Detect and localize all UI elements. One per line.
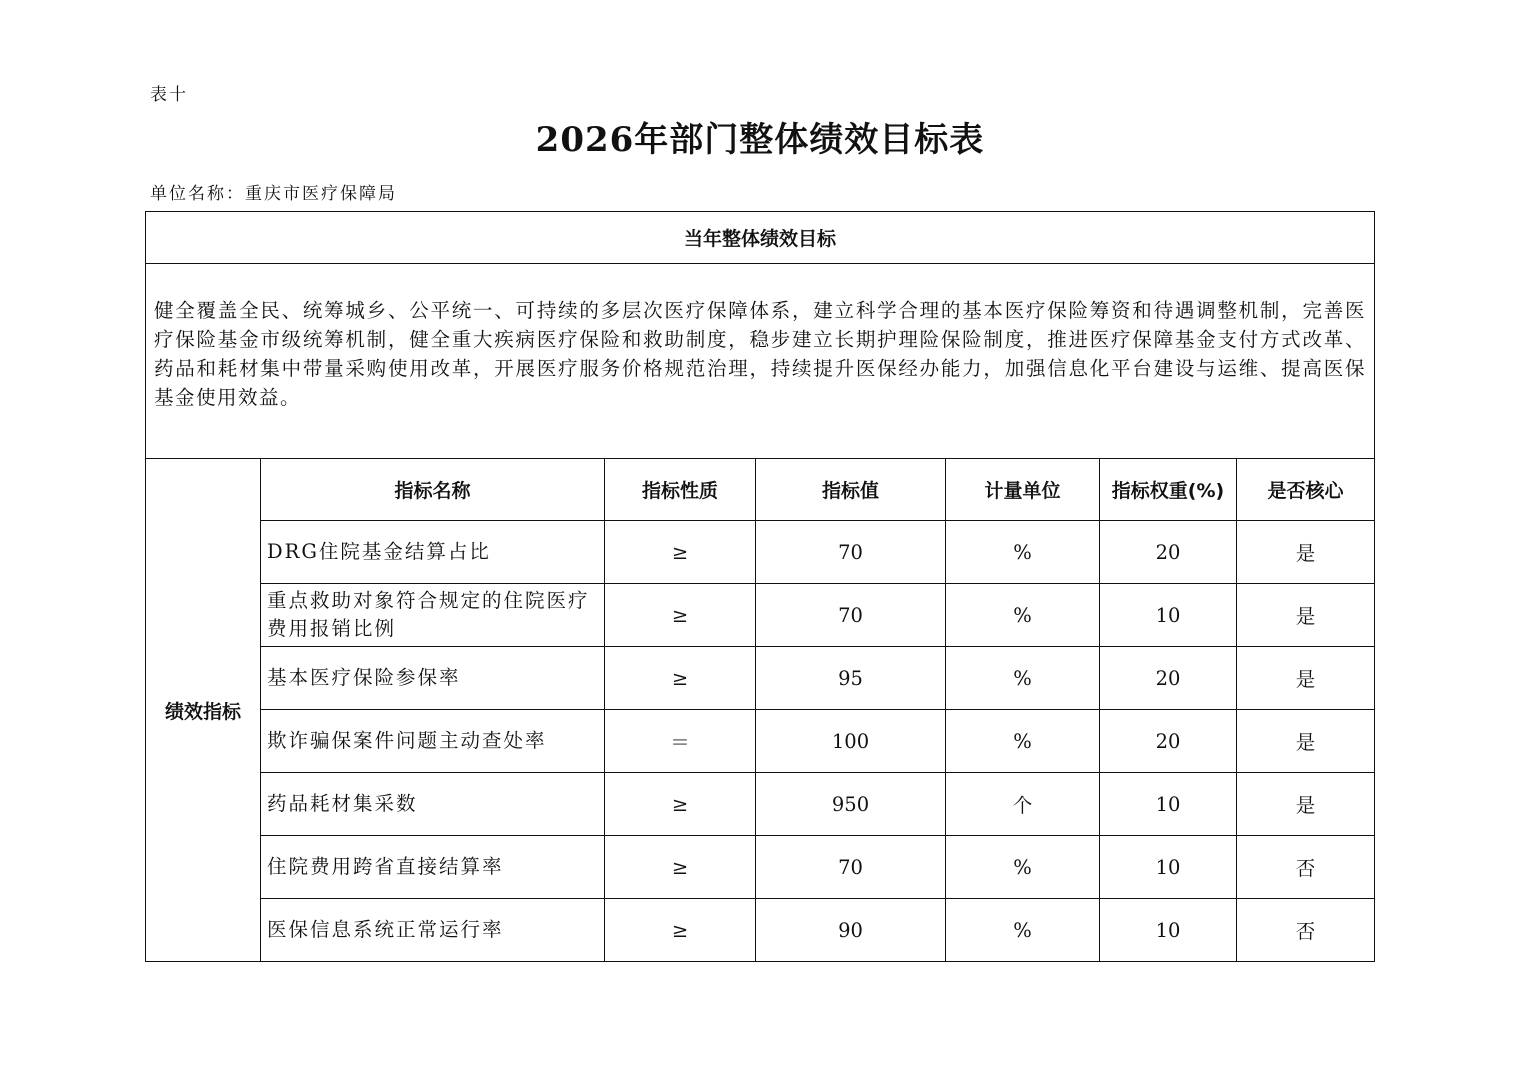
indicator-unit: % (946, 521, 1100, 584)
indicator-value: 950 (756, 773, 946, 836)
table-row (146, 773, 1375, 836)
indicator-unit: % (946, 710, 1100, 773)
indicator-weight: 10 (1100, 584, 1237, 647)
col-header-is-core: 是否核心 (1237, 459, 1375, 521)
indicator-value: 90 (756, 899, 946, 962)
indicator-unit: 个 (946, 773, 1100, 836)
indicator-weight: 10 (1100, 773, 1237, 836)
col-header-weight: 指标权重(%) (1100, 459, 1237, 521)
indicator-is-core: 否 (1237, 836, 1375, 899)
indicator-nature: ≥ (605, 521, 756, 584)
indicator-weight: 20 (1100, 710, 1237, 773)
indicator-is-core: 是 (1237, 521, 1375, 584)
indicator-name: DRG住院基金结算占比 (261, 521, 605, 584)
col-header-indicator-value: 指标值 (756, 459, 946, 521)
indicator-name: 药品耗材集采数 (261, 773, 605, 836)
table-row (146, 710, 1375, 773)
indicator-name: 基本医疗保险参保率 (261, 647, 605, 710)
indicator-value: 70 (756, 584, 946, 647)
col-header-indicator-name: 指标名称 (261, 459, 605, 521)
indicator-nature: ≥ (605, 773, 756, 836)
indicator-name: 住院费用跨省直接结算率 (261, 836, 605, 899)
indicator-is-core: 是 (1237, 584, 1375, 647)
indicator-value: 100 (756, 710, 946, 773)
table-row (146, 521, 1375, 584)
indicator-unit: % (946, 836, 1100, 899)
table-row (146, 899, 1375, 962)
indicator-unit: % (946, 584, 1100, 647)
indicator-value: 70 (756, 836, 946, 899)
indicator-value: 95 (756, 647, 946, 710)
indicator-name: 医保信息系统正常运行率 (261, 899, 605, 962)
unit-name-line: 单位名称：重庆市医疗保障局 (150, 184, 397, 204)
col-header-unit: 计量单位 (946, 459, 1100, 521)
table-row (146, 584, 1375, 647)
indicator-weight: 10 (1100, 899, 1237, 962)
goal-description-text: 健全覆盖全民、统筹城乡、公平统一、可持续的多层次医疗保障体系，建立科学合理的基本医疗保险筹资和待遇调整机制，完善医疗保险基金市级统筹机制，健全重大疾病医疗保险和救助制度，稳步建立长期护理险保险制度，推进医疗保障基金支付方式改革、药品和耗材集中带量采购使用改革，开展医疗服务价格规范治理，持续提升医保经办能力，加强信息化平台建设与运维、提高医保基金使用效益。 (154, 299, 1366, 409)
indicator-weight: 10 (1100, 836, 1237, 899)
indicator-weight: 20 (1100, 647, 1237, 710)
indicator-unit: % (946, 899, 1100, 962)
indicator-nature: ≥ (605, 836, 756, 899)
indicator-is-core: 是 (1237, 773, 1375, 836)
indicator-name: 重点救助对象符合规定的住院医疗费用报销比例 (261, 584, 605, 647)
table-row (146, 836, 1375, 899)
indicator-unit: % (946, 647, 1100, 710)
goal-description-cell (146, 264, 1375, 459)
indicator-is-core: 否 (1237, 899, 1375, 962)
page-title: 2026年部门整体绩效目标表 (535, 120, 985, 160)
indicator-nature: ≥ (605, 647, 756, 710)
indicator-nature: ≥ (605, 584, 756, 647)
indicators-side-label: 绩效指标 (146, 459, 261, 962)
indicator-weight: 20 (1100, 521, 1237, 584)
goal-section-heading: 当年整体绩效目标 (146, 212, 1375, 264)
performance-target-table (145, 211, 1375, 962)
table-row (146, 647, 1375, 710)
indicator-is-core: 是 (1237, 710, 1375, 773)
indicator-nature: ＝ (605, 710, 756, 773)
table-number: 表十 (150, 85, 188, 105)
indicator-is-core: 是 (1237, 647, 1375, 710)
indicator-nature: ≥ (605, 899, 756, 962)
indicator-value: 70 (756, 521, 946, 584)
col-header-indicator-nature: 指标性质 (605, 459, 756, 521)
indicator-name: 欺诈骗保案件问题主动查处率 (261, 710, 605, 773)
